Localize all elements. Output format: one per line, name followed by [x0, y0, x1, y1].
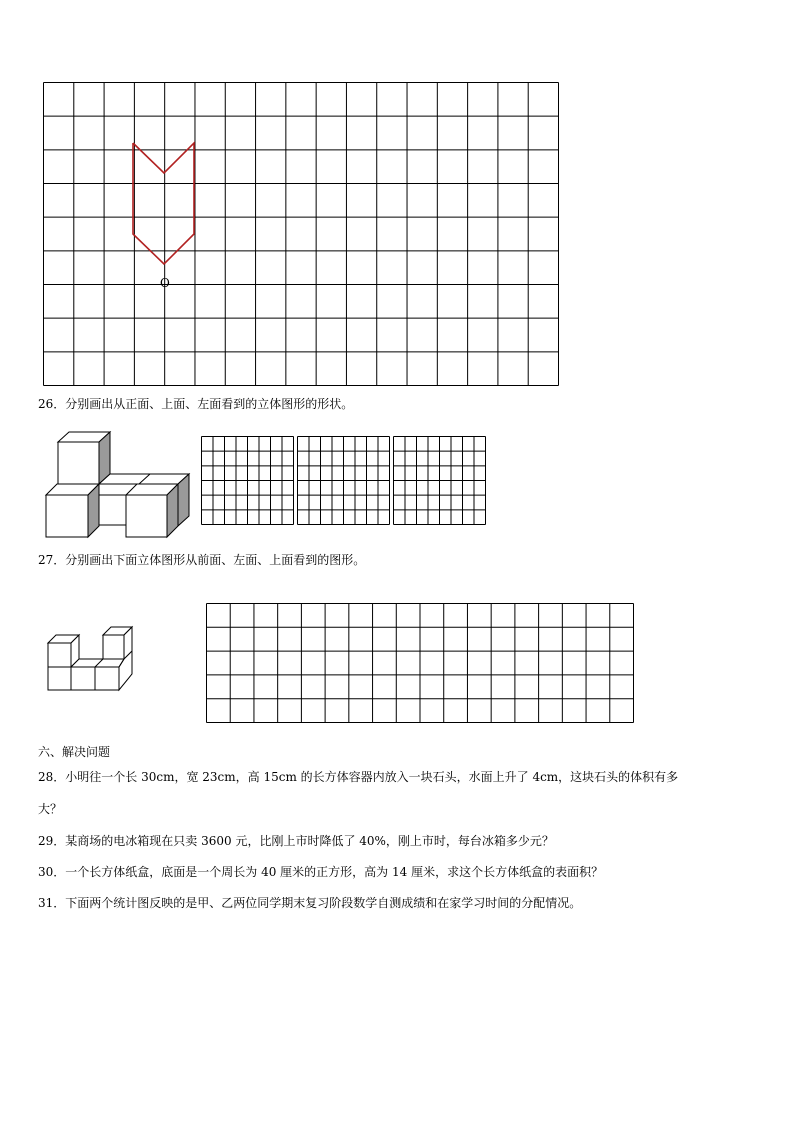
- q26-grid-left: [394, 437, 486, 525]
- question-31-text: 31．下面两个统计图反映的是甲、乙两位同学期末复习阶段数学自测成绩和在家学习时间的分配情况。: [38, 896, 582, 910]
- question-27-text: 27．分别画出下面立体图形从前面、左面、上面看到的图形。: [38, 553, 366, 567]
- question-28-line2: 大？: [38, 802, 63, 816]
- section-6-title: 六、解决问题: [38, 745, 111, 759]
- q26-answer-grids: [201, 436, 487, 526]
- q26-cube-figure: [44, 430, 194, 538]
- question-29-text: 29．某商场的电冰箱现在只卖 3600 元，比刚上市时降低了 40%，刚上市时，每台冰箱多少元？: [38, 834, 554, 848]
- q26-grid-top: [298, 437, 390, 525]
- q26-grid-front: [202, 437, 294, 525]
- point-o-label: O: [160, 276, 170, 290]
- question-28-line1: 28．小明往一个长 30cm，宽 23cm，高 15cm 的长方体容器内放入一块石头，水面上升了 4cm，这块石头的体积有多: [38, 770, 679, 784]
- arrow-shape: [133, 143, 194, 264]
- q27-cube-figure: [46, 626, 134, 692]
- question-30-text: 30．一个长方体纸盒，底面是一个周长为 40 厘米的正方形，高为 14 厘米，求这个长方体纸盒的表面积？: [38, 865, 604, 879]
- main-grid-figure: [43, 82, 559, 386]
- question-26-text: 26．分别画出从正面、上面、左面看到的立体图形的形状。: [38, 397, 354, 411]
- q27-answer-grid: [206, 603, 634, 724]
- main-grid-lines: [44, 83, 559, 386]
